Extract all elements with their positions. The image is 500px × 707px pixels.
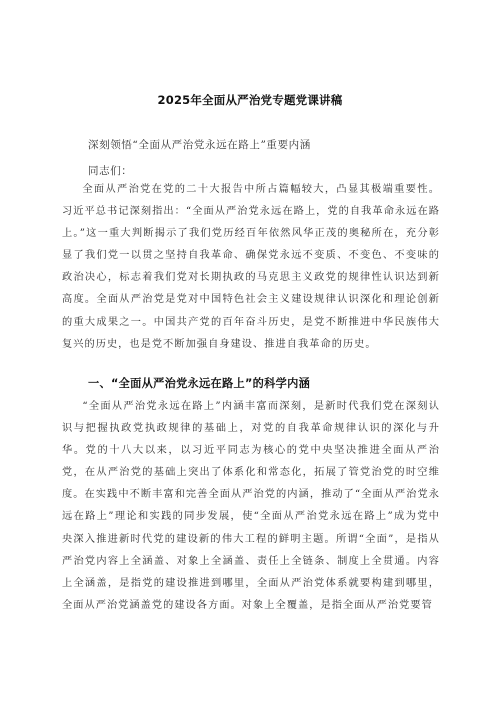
- document-subtitle: 深刻领悟“全面从严治党永远在路上”重要内涵: [88, 139, 311, 151]
- paragraph-section-1: “全面从严治党永远在路上”内涵丰富而深刻，是新时代我们党在深刻认识与把握执政党执政规律的基础上，对党的自我革命规律认识的深化与升华。党的十八大以来，以习近平同志为核心的党中央坚决推进全面从严治党，在从严治党的基础上突出了体系化和常态化，拓展了管党治党的时空维度。在实践中不断丰富和完善全面从严治党的内涵，推动了“全面从严治党永远在路上”理论和实践的同步发展，使“全面从严治党永远在路上”成为党中央深入推进新时代党的建设新的伟大工程的鲜明主题。所谓“全面”，是指从严治党内容上全涵盖、对象上全涵盖、责任上全链条、制度上全贯通。内容上全涵盖，是指党的建设推进到哪里，全面从严治党体系就要构建到哪里，全面从严治党涵盖党的建设各方面。对象上全覆盖，是指全面从严治党要管: [62, 401, 440, 611]
- document-title: 2025年全面从严治党专题党课讲稿: [157, 93, 343, 107]
- section-heading-1: 一、“全面从严治党永远在路上”的科学内涵: [88, 377, 311, 390]
- paragraph-intro: 全面从严治党在党的二十大报告中所占篇幅较大，凸显其极端重要性。习近平总书记深刻指出：“全面从严治党永远在路上，党的自我革命永远在路上。”这一重大判断揭示了我们党历经百年依然风华正茂的奥秘所在，充分彰显了我们党一以贯之坚持自我革命、确保党永远不变质、不变色、不变味的政治决心，标志着我们党对长期执政的马克思主义政党的规律性认识达到新高度。全面从严治党是党对中国特色社会主义建设规律认识深化和理论创新的重大成果之一。中国共产党的百年奋斗历史，是党不断推进中华民族伟大复兴的历史，也是党不断加强自身建设、推进自我革命的历史。: [62, 184, 440, 350]
- greeting: 同志们：: [88, 165, 133, 177]
